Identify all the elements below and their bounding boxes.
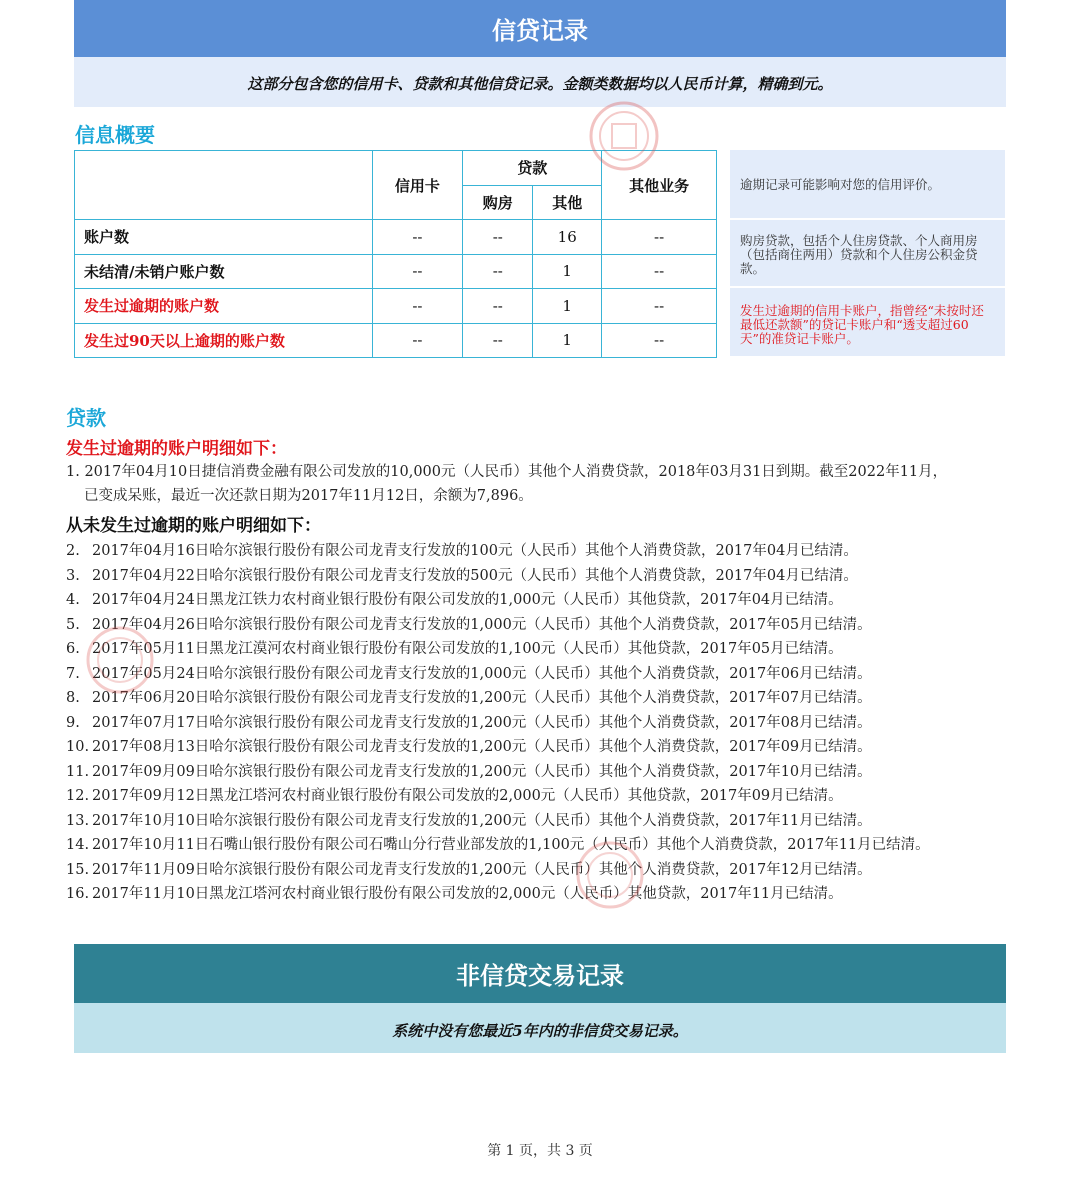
cell-credit-card: -- <box>372 323 463 358</box>
cell-other: 1 <box>533 289 602 324</box>
list-item <box>66 539 858 560</box>
table-row <box>75 220 717 255</box>
item-text: 2017年04月10日捷信消费金融有限公司发放的10,000元（人民币）其他个人消费贷款，2018年03月31日到期。截至2022年11月， <box>84 464 948 480</box>
table-row <box>75 323 717 358</box>
list-item <box>66 662 872 683</box>
seal-icon <box>85 625 155 695</box>
loans-title: 贷款 <box>66 406 106 430</box>
item-number: 11. <box>66 763 90 780</box>
normal-accounts-heading: 从未发生过逾期的账户明细如下： <box>66 516 321 536</box>
list-item <box>66 460 947 481</box>
item-text: 2017年04月16日哈尔滨银行股份有限公司龙青支行发放的100元（人民币）其他个人消费贷款，2017年04月已结清。 <box>92 543 858 559</box>
cell-credit-card: -- <box>372 289 463 324</box>
item-number: 6. <box>66 641 80 657</box>
item-number: 10. <box>66 739 90 755</box>
cell-housing: -- <box>463 289 533 324</box>
item-text: 2017年04月24日黑龙江铁力农村商业银行股份有限公司发放的1,000元（人民币）其他贷款，2017年04月已结清。 <box>92 592 843 608</box>
item-text: 2017年11月10日黑龙江塔河农村商业银行股份有限公司发放的2,000元（人民币）其他贷款，2017年11月已结清。 <box>92 886 843 902</box>
item-number: 15. <box>66 861 90 878</box>
table-row <box>75 289 717 324</box>
item-number: 14. <box>66 837 90 853</box>
noncredit-records-banner: 非信贷交易记录 <box>74 944 1006 1003</box>
header-credit-card: 信用卡 <box>372 151 463 220</box>
item-number: 2. <box>66 543 80 559</box>
item-text: 2017年08月13日哈尔滨银行股份有限公司龙青支行发放的1,200元（人民币）其他个人消费贷款，2017年09月已结清。 <box>92 739 872 755</box>
item-number: 1. <box>66 464 80 480</box>
list-item <box>66 735 872 756</box>
cell-other-business: -- <box>602 220 717 255</box>
row-label: 未结清/未销户账户数 <box>75 254 373 289</box>
cell-other-business: -- <box>602 254 717 289</box>
list-item <box>66 711 872 732</box>
list-item <box>66 760 872 781</box>
cell-other: 1 <box>533 254 602 289</box>
cell-credit-card: -- <box>372 220 463 255</box>
item-number: 9. <box>66 714 80 731</box>
list-item <box>66 882 843 903</box>
cell-other-business: -- <box>602 289 717 324</box>
header-loan-other: 其他 <box>533 185 602 220</box>
list-item <box>66 809 872 830</box>
item-number: 3. <box>66 567 80 584</box>
list-item <box>66 588 843 609</box>
list-item <box>66 858 872 879</box>
noncredit-records-note: 系统中没有您最近5年内的非信贷交易记录。 <box>74 1003 1006 1053</box>
overdue-accounts-heading: 发生过逾期的账户明细如下： <box>66 439 287 459</box>
page-number: 第 1 页，共 3 页 <box>487 1143 593 1159</box>
header-loan: 贷款 <box>463 151 602 186</box>
header-blank-cell <box>75 151 373 220</box>
side-note-overdue-impact: 逾期记录可能影响对您的信用评价。 <box>730 150 1005 218</box>
item-number: 4. <box>66 592 80 608</box>
item-text: 2017年06月20日哈尔滨银行股份有限公司龙青支行发放的1,200元（人民币）其他个人消费贷款，2017年07月已结清。 <box>92 690 872 706</box>
item-text: 2017年11月09日哈尔滨银行股份有限公司龙青支行发放的1,200元（人民币）其他个人消费贷款，2017年12月已结清。 <box>92 861 872 878</box>
overview-table <box>74 150 717 358</box>
list-item <box>66 637 843 658</box>
item-text: 2017年04月26日哈尔滨银行股份有限公司龙青支行发放的1,000元（人民币）其他个人消费贷款，2017年05月已结清。 <box>92 616 872 633</box>
item-text: 2017年05月24日哈尔滨银行股份有限公司龙青支行发放的1,000元（人民币）其他个人消费贷款，2017年06月已结清。 <box>92 665 872 682</box>
list-item <box>66 784 843 805</box>
table-row <box>75 254 717 289</box>
item-text-continued: 已变成呆账，最近一次还款日期为2017年11月12日，余额为7,896。 <box>84 488 533 504</box>
header-other-business: 其他业务 <box>602 151 717 220</box>
item-number: 12. <box>66 788 90 804</box>
item-text: 2017年09月09日哈尔滨银行股份有限公司龙青支行发放的1,200元（人民币）其他个人消费贷款，2017年10月已结清。 <box>92 763 872 780</box>
list-item <box>66 564 858 585</box>
cell-housing: -- <box>463 220 533 255</box>
side-note-overdue-credit-card: 发生过逾期的信用卡账户，指曾经“未按时还最低还款额”的贷记卡账户和“透支超过60天”的准贷记卡账户。 <box>730 288 1005 356</box>
item-text: 2017年07月17日哈尔滨银行股份有限公司龙青支行发放的1,200元（人民币）其他个人消费贷款，2017年08月已结清。 <box>92 714 872 731</box>
item-number: 5. <box>66 616 80 633</box>
overview-title: 信息概要 <box>75 123 155 147</box>
item-text: 2017年10月10日哈尔滨银行股份有限公司龙青支行发放的1,200元（人民币）其他个人消费贷款，2017年11月已结清。 <box>92 812 872 829</box>
item-text: 2017年04月22日哈尔滨银行股份有限公司龙青支行发放的500元（人民币）其他个人消费贷款，2017年04月已结清。 <box>92 567 858 584</box>
item-number: 8. <box>66 690 80 706</box>
row-label-overdue-90: 发生过90天以上逾期的账户数 <box>75 323 373 358</box>
item-text: 2017年09月12日黑龙江塔河农村商业银行股份有限公司发放的2,000元（人民币）其他贷款，2017年09月已结清。 <box>92 788 843 804</box>
cell-other: 16 <box>533 220 602 255</box>
list-item <box>66 686 872 707</box>
list-item <box>66 833 930 854</box>
row-label-overdue: 发生过逾期的账户数 <box>75 289 373 324</box>
item-number: 13. <box>66 812 90 829</box>
side-note-housing-loan: 购房贷款，包括个人住房贷款、个人商用房（包括商住两用）贷款和个人住房公积金贷款。 <box>730 220 1005 286</box>
header-loan-housing: 购房 <box>463 185 533 220</box>
cell-credit-card: -- <box>372 254 463 289</box>
cell-other: 1 <box>533 323 602 358</box>
cell-other-business: -- <box>602 323 717 358</box>
credit-records-note: 这部分包含您的信用卡、贷款和其他信贷记录。金额类数据均以人民币计算，精确到元。 <box>74 57 1006 107</box>
item-number: 7. <box>66 665 80 682</box>
row-label: 账户数 <box>75 220 373 255</box>
credit-records-banner: 信贷记录 <box>74 0 1006 57</box>
cell-housing: -- <box>463 254 533 289</box>
item-text: 2017年10月11日石嘴山银行股份有限公司石嘴山分行营业部发放的1,100元（人民币）其他个人消费贷款，2017年11月已结清。 <box>92 837 930 853</box>
table-header-row <box>75 151 717 186</box>
list-item <box>66 613 872 634</box>
item-text: 2017年05月11日黑龙江漠河农村商业银行股份有限公司发放的1,100元（人民币）其他贷款，2017年05月已结清。 <box>92 641 843 657</box>
cell-housing: -- <box>463 323 533 358</box>
item-number: 16. <box>66 886 90 902</box>
